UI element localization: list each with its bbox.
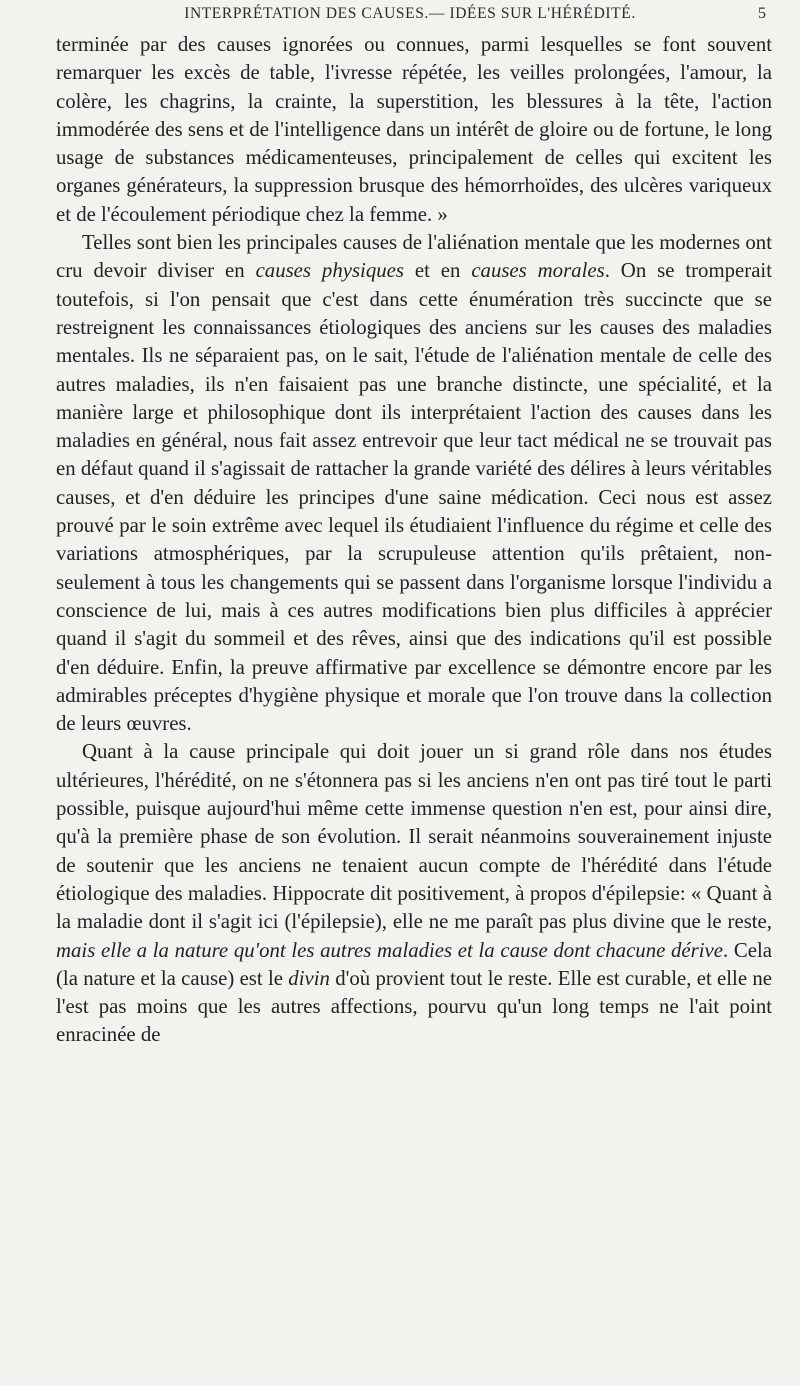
- paragraph-2-text-before: Telles sont bien les principales causes de l'aliénation mentale que les modernes ont cru devoir diviser en: [56, 231, 772, 283]
- paragraph-3-italic-quote: mais elle a la nature qu'ont les autres maladies et la cause dont chacune dérive: [56, 938, 723, 962]
- running-header: [0, 5, 800, 27]
- paragraph-2-text-after: . On se tromperait toutefois, si l'on pensait que c'est dans cette énumération très succincte que se restreignent les connaissances étiologiques des anciens sur les causes des maladies mentales. Ils ne séparaient pas, on le sait, l'étude de l'aliénation mentale de celle des autres maladies, ils n'en faisaient pas une branche distincte, une spécialité, et la manière large et philosophique dont ils interprétaient l'action des causes dans les maladies en général, nous fait assez entrevoir que leur tact médical ne se trouvait pas en défaut quand il s'agissait de rattacher la grande variété des délires à leurs véritables causes, et d'en déduire les principes d'une saine médication. Ceci nous est assez prouvé par le soin extrême avec lequel ils étudiaient l'influence du régime et celle des variations atmosphériques, par la scrupuleuse attention qu'ils prêtaient, non-seulement à tous les changements qui se passent dans l'organisme lorsque l'individu a conscience de lui, mais à ces autres modifications bien plus difficiles à apprécier quand il s'agit du sommeil et des rêves, ainsi que des indications qu'il est possible d'en déduire. Enfin, la preuve affirmative par excellence se démontre encore par les admirables préceptes d'hygiène physique et morale que l'on trouve dans la collection de leurs œuvres.: [56, 259, 772, 736]
- paragraph-3-text-after: d'où provient tout le reste. Elle est curable, et elle ne l'est pas moins que les autres affections, pourvu qu'un long temps ne l'ait point enracinée de: [56, 966, 772, 1047]
- paragraph-1: [56, 31, 772, 229]
- page-number: 5: [758, 5, 766, 22]
- paragraph-1-text: terminée par des causes ignorées ou connues, parmi lesquelles se font souvent remarquer les excès de table, l'ivresse répétée, les veilles prolongées, l'amour, la colère, les chagrins, la crainte, la superstition, les blessures à la tête, l'action immodérée des sens et de l'intelligence dans un intérêt de gloire ou de fortune, le long usage de substances médicamenteuses, principalement de celles qui excitent les organes générateurs, la suppression brusque des hémorrhoïdes, des ulcères variqueux et de l'écoulement périodique chez la femme. »: [56, 33, 772, 226]
- running-title: INTERPRÉTATION DES CAUSES.— IDÉES SUR L'HÉRÉDITÉ.: [184, 5, 636, 22]
- paragraph-3: [56, 738, 772, 1049]
- paragraph-3-text-middle: . Cela (la nature et la cause) est le: [56, 938, 772, 990]
- paragraph-3-text-before: Quant à la cause principale qui doit jouer un si grand rôle dans nos études ultérieures, l'hérédité, on ne s'étonnera pas si les anciens n'en ont pas tiré tout le parti possible, puisque aujourd'hui même cette immense question n'en est, pour ainsi dire, qu'à la première phase de son évolution. Il serait néanmoins souverainement injuste de soutenir que les anciens ne tenaient aucun compte de l'hérédité dans l'étude étiologique des maladies. Hippocrate dit positivement, à propos d'épilepsie: « Quant à la maladie dont il s'agit ici (l'épilepsie), elle ne me paraît pas plus divine que le reste,: [56, 740, 772, 934]
- paragraph-2-italic-causes-physiques: causes physiques: [255, 259, 404, 283]
- paragraph-2-text-middle: et en: [403, 259, 472, 283]
- paragraph-2-italic-causes-morales: causes morales: [471, 259, 605, 283]
- body-text: [56, 31, 772, 1050]
- paragraph-2: [56, 229, 772, 738]
- paragraph-3-italic-divin: divin: [288, 966, 330, 990]
